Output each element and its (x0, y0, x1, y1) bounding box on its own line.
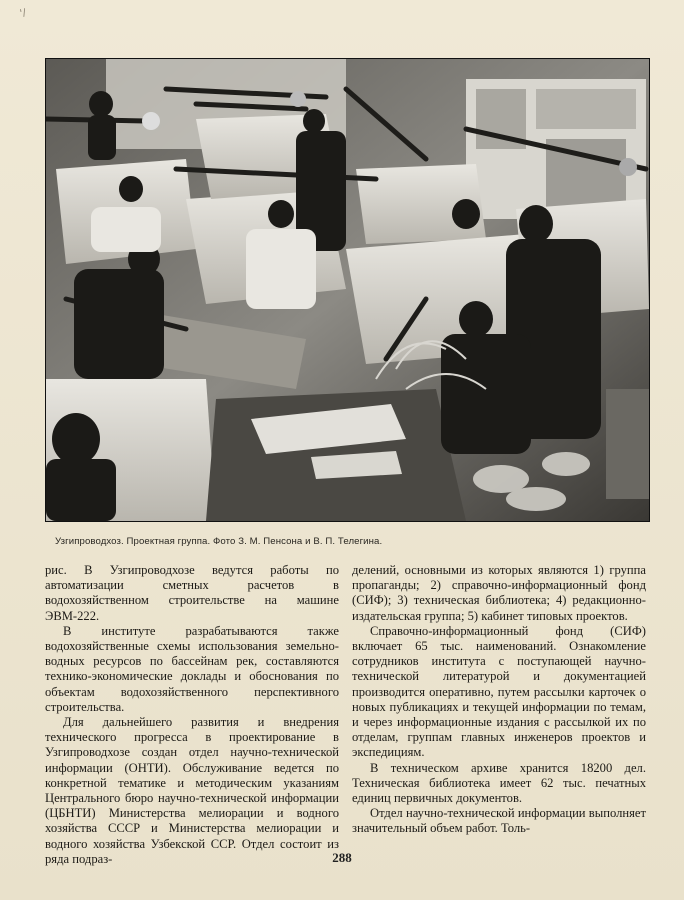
corner-mark: '/ (18, 7, 28, 20)
left-paragraph-2: В институте разрабатываются также водохозяйственные схемы использования земельно-водных ресурсов по бассейнам рек, составляются технико-экономические доклады и обоснования по объектам водохозяйственного перспективного строительства. (45, 623, 339, 714)
right-paragraph-3: В техническом архиве хранится 18200 дел. Техническая библиотека имеет 62 тыс. печатных единиц первичных документов. (352, 760, 646, 806)
page-number: 288 (332, 850, 352, 865)
photo-illustration (46, 59, 649, 521)
right-paragraph-4: Отдел научно-технической информации выполняет значительный объем работ. Толь- (352, 806, 646, 836)
photo-drafting-room (45, 58, 650, 522)
photo-caption: Узгипроводхоз. Проектная группа. Фото З. М. Пенсона и В. П. Телегина. (55, 536, 383, 547)
left-paragraph-3: Для дальнейшего развития и внедрения технического прогресса в проектирование в Узгипроводхозе создан отдел научно-технической информации (ОНТИ). Обслуживание ведется по конкретной тематике и методическим указаниям Центрального бюро научно-технической информации (ЦБНТИ) Министерства мелиорации и водного хозяйства СССР и Министерства мелиорации и водного хозяйства Узбекской ССР. Отдел состоит из ряда подраз- (45, 715, 339, 866)
left-paragraph-1: рис. В Узгипроводхозе ведутся работы по автоматизации сметных расчетов в водохозяйственном строительстве на машине ЭВМ-222. (45, 563, 339, 623)
right-paragraph-2: Справочно-информационный фонд (СИФ) включает 65 тыс. наименований. Ознакомление сотрудников института с поступающей научно-технической литературой и документацией производится оперативно, путем рассылки карточек о новых публикациях и текущей информации по темам, и через информационные издания с рассылкой их по отделам, группам главных инженеров проектов и экспедициям. (352, 623, 646, 760)
right-paragraph-1: делений, основными из которых являются 1) группа пропаганды; 2) справочно-информационный фонд (СИФ); 3) техническая библиотека; 4) редакционно-издательская группа; 5) кабинет типовых проектов. (352, 563, 646, 623)
left-column (45, 563, 339, 867)
right-column (352, 563, 646, 837)
